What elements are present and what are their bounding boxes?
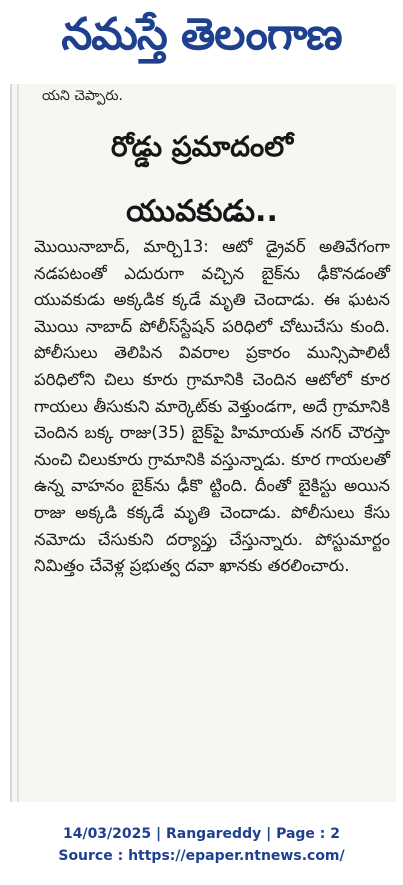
headline-line-1: రోడ్డు ప్రమాదంలో (110, 130, 294, 163)
footer-source: Source : https://epaper.ntnews.com/ (58, 848, 345, 864)
article-clipping (10, 84, 396, 802)
footer-date-edition: 14/03/2025 | Rangareddy | Page : 2 (62, 826, 341, 842)
article-body-text: మొయినాబాద్, మార్చి13: ఆటో డ్రైవర్ అతివేగంగా నడపటంతో ఎదురుగా వచ్చిన బైక్‌ను ఢీకొనడంతో యువకుడు అక్కడిక క్కడే మృతి చెందాడు. ఈ ఘటన మొయి నాబాద్ పోలీస్‌స్టేషన్ పరిధిలో చోటుచేసు కుంది. పోలీసులు తెలిపిన వివరాల ప్రకారం మున్సిపాలిటీ పరిధిలోని చిలు కూరు గ్రామానికి చెందిన ఆటోలో కూర గాయలు తీసుకుని మార్కెట్‌కు వెళ్తుండగా, అదే గ్రామానికి చెందిన బక్క రాజు(35) బైక్‌పై హిమాయత్ నగర్ చౌరస్తా నుంచి చిలుకూరు గ్రామానికి వస్తున్నాడు. కూర గాయలతో ఉన్న వాహనం బైక్‌ను ఢీకొ ట్టింది. దీంతో బైకిస్టు అయిన రాజు అక్కడి కక్కడే మృతి చెందాడు. పోలీసులు కేసు నమోదు చేసుకుని దర్యాప్తు చేస్తున్నారు. పోస్టుమార్టం నిమిత్తం చేవెళ్ల ప్రభుత్వ దవా ఖానకు తరలించారు. (34, 237, 390, 576)
newspaper-masthead: నమస్తే తెలంగాణ (61, 9, 342, 60)
article-body (34, 234, 390, 580)
headline-line-2: యువకుడు.. (126, 194, 278, 229)
clipping-margin-rule (17, 84, 19, 802)
previous-article-fragment: యని చెప్పారు. (42, 88, 123, 104)
